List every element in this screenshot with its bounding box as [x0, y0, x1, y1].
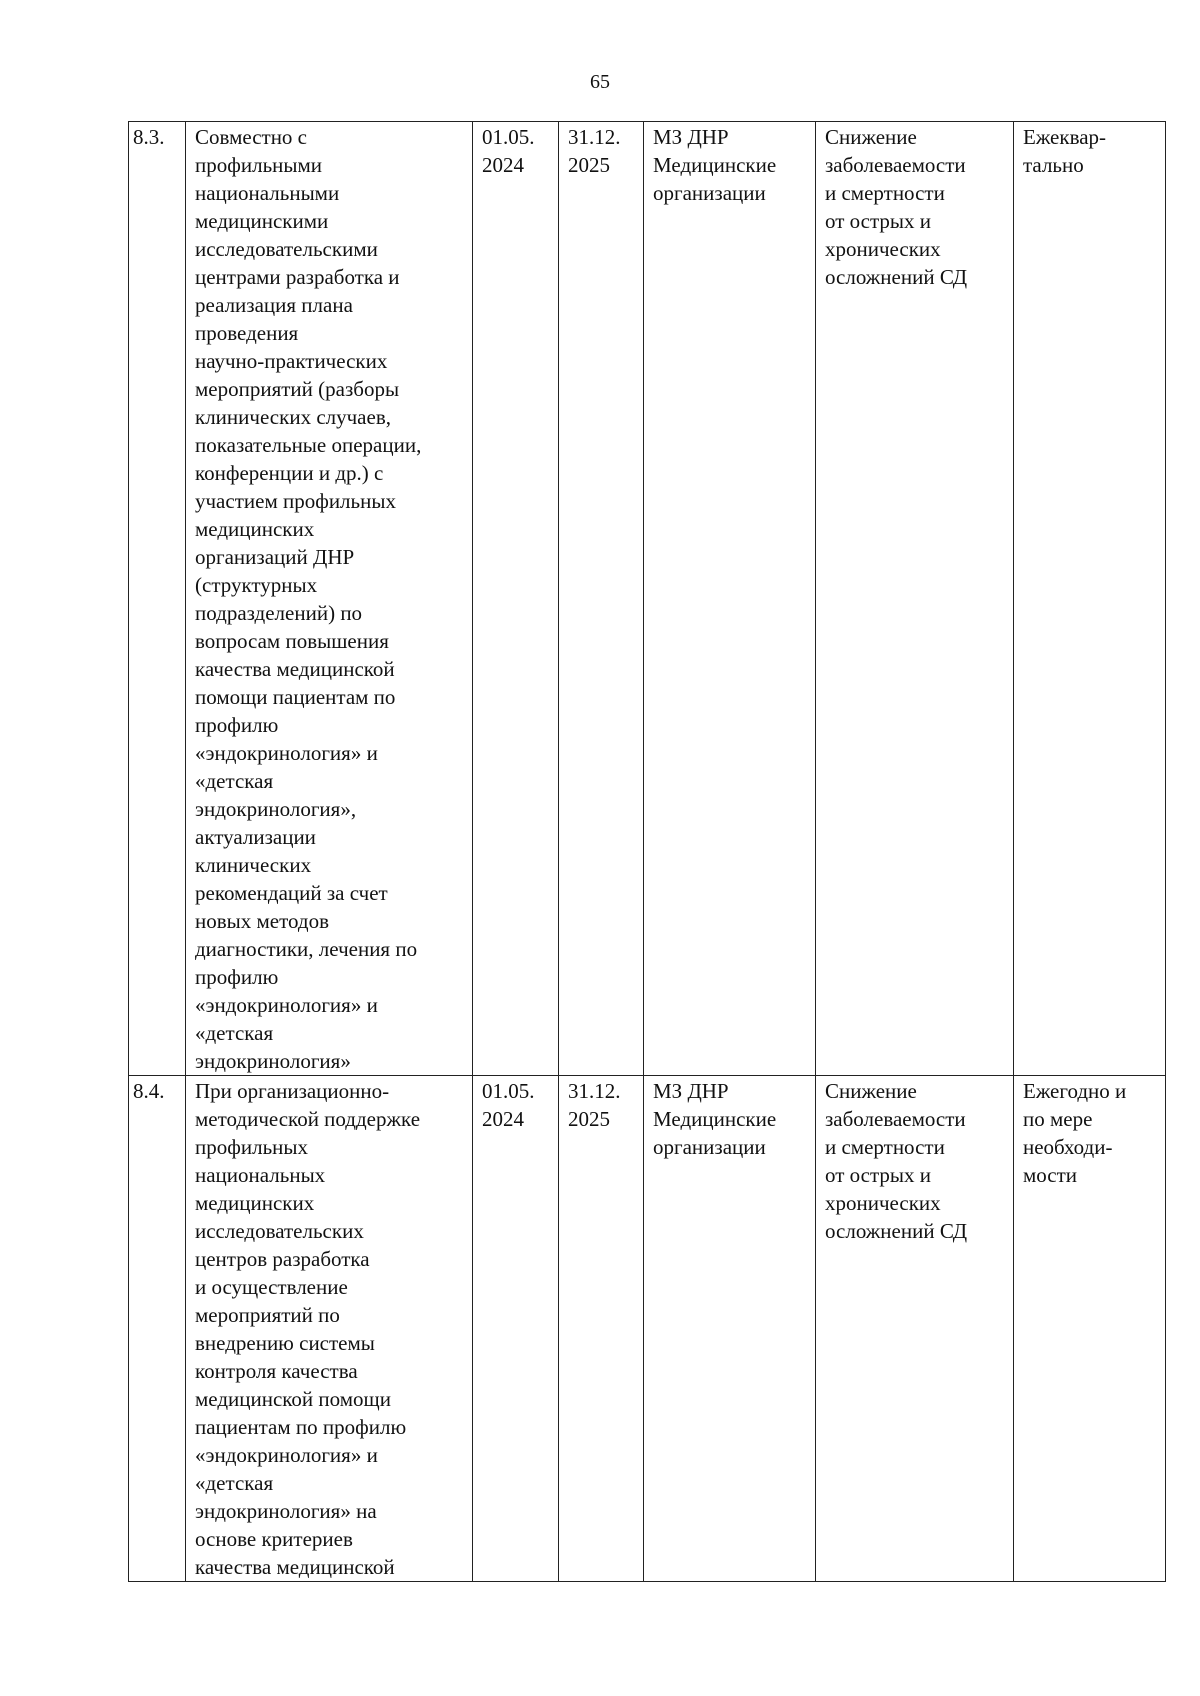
frequency-cell: Ежегодно и по мере необходи- мости: [1014, 1076, 1166, 1582]
action-plan-table: [128, 121, 1166, 1582]
item-number-cell: 8.4.: [129, 1076, 186, 1582]
page-number: 65: [590, 71, 610, 93]
expected-result-cell: Снижение заболеваемости и смертности от острых и хронических осложнений СД: [816, 122, 1014, 1076]
table-row: [129, 1076, 1166, 1582]
end-date-cell: 31.12. 2025: [559, 122, 644, 1076]
activity-cell: При организационно- методической поддержке профильных национальных медицинских исследовательских центров разработка и осуществление мероприятий по внедрению системы контроля качества медицинской помощи пациентам по профилю «эндокринология» и «детская эндокринология» на основе критериев качества медицинской: [186, 1076, 473, 1582]
start-date-cell: 01.05. 2024: [473, 1076, 559, 1582]
responsible-cell: МЗ ДНР Медицинские организации: [644, 1076, 816, 1582]
end-date-cell: 31.12. 2025: [559, 1076, 644, 1582]
start-date-cell: 01.05. 2024: [473, 122, 559, 1076]
item-number-cell: 8.3.: [129, 122, 186, 1076]
table-row: [129, 122, 1166, 1076]
expected-result-cell: Снижение заболеваемости и смертности от острых и хронических осложнений СД: [816, 1076, 1014, 1582]
activity-cell: Совместно с профильными национальными медицинскими исследовательскими центрами разработка и реализация плана проведения научно-практических мероприятий (разборы клинических случаев, показательные операции, конференции и др.) с участием профильных медицинских организаций ДНР (структурных подразделений) по вопросам повышения качества медицинской помощи пациентам по профилю «эндокринология» и «детская эндокринология», актуализации клинических рекомендаций за счет новых методов диагностики, лечения по профилю «эндокринология» и «детская эндокринология»: [186, 122, 473, 1076]
responsible-cell: МЗ ДНР Медицинские организации: [644, 122, 816, 1076]
frequency-cell: Ежеквар- тально: [1014, 122, 1166, 1076]
